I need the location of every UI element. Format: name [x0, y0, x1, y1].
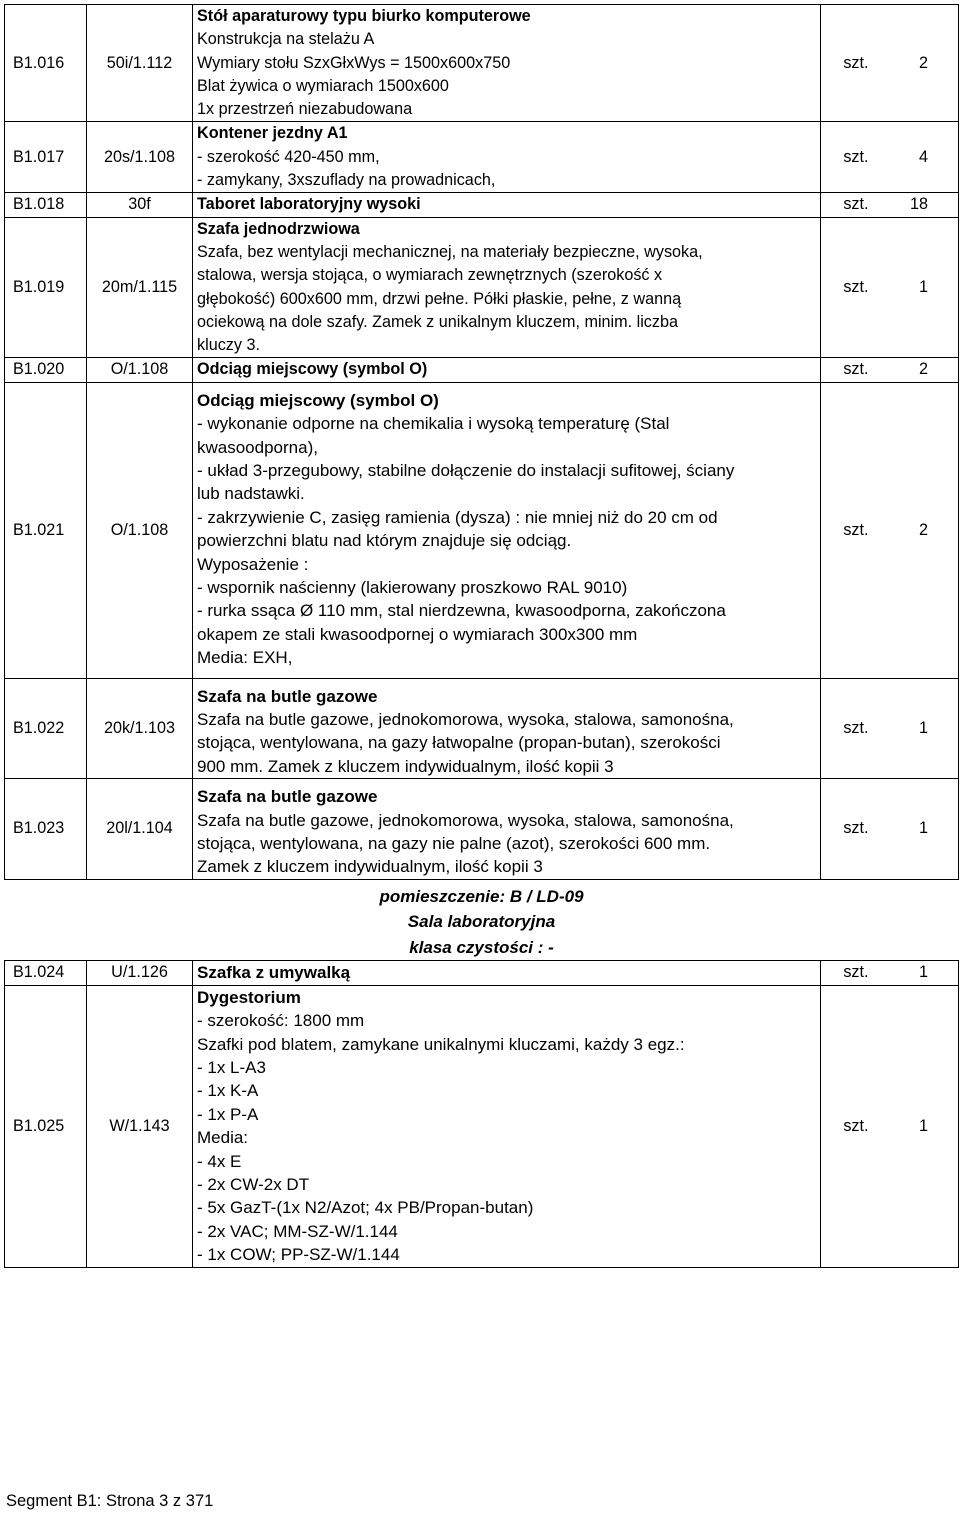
item-quantity: 2 — [869, 5, 959, 122]
table-row — [5, 358, 959, 382]
item-line: Szafa na butle gazowe, jednokomorowa, wysoka, stalowa, samonośna, — [197, 810, 734, 830]
item-line: stojąca, wentylowana, na gazy łatwopalne (propan-butan), szerokości — [197, 733, 721, 753]
item-line: - rurka ssąca Ø 110 mm, stal nierdzewna, kwasoodporna, zakończona — [197, 601, 726, 621]
item-line: stalowa, wersja stojąca, o wymiarach zewnętrznych (szerokość x — [197, 266, 663, 285]
page-footer: Segment B1: Strona 3 z 371 — [6, 1492, 214, 1510]
item-line: kwasoodporna), — [197, 437, 318, 457]
section-cleanliness: klasa czystości : - — [409, 937, 554, 957]
item-symbol: O/1.108 — [87, 382, 193, 678]
item-line: okapem ze stali kwasoodpornej o wymiarach 300x300 mm — [197, 624, 638, 644]
item-unit: szt. — [821, 122, 869, 193]
item-description — [193, 358, 821, 382]
item-description — [193, 382, 821, 678]
item-title: Szafka z umywalką — [197, 963, 351, 983]
item-unit: szt. — [821, 678, 869, 779]
item-quantity: 1 — [869, 779, 959, 880]
item-title: Odciąg miejscowy (symbol O) — [197, 390, 439, 410]
section-room: pomieszczenie: B / LD-09 — [379, 886, 584, 906]
item-quantity: 1 — [869, 678, 959, 779]
item-code: B1.017 — [5, 122, 87, 193]
item-code: B1.018 — [5, 193, 87, 217]
item-symbol: 30f — [87, 193, 193, 217]
table-row — [5, 985, 959, 1267]
item-line: 1x przestrzeń niezabudowana — [197, 100, 413, 119]
item-line: - wspornik naścienny (lakierowany proszkowo RAL 9010) — [197, 578, 628, 597]
item-line: - zamykany, 3xszuflady na prowadnicach, — [197, 171, 496, 190]
item-title: Szafa jednodrzwiowa — [197, 219, 360, 238]
item-code: B1.022 — [5, 678, 87, 779]
item-symbol: O/1.108 — [87, 358, 193, 382]
item-line: Szafki pod blatem, zamykane unikalnymi kluczami, każdy 3 egz.: — [197, 1034, 685, 1054]
item-line: Szafa na butle gazowe, jednokomorowa, wysoka, stalowa, samonośna, — [197, 710, 734, 730]
item-symbol: 20m/1.115 — [87, 217, 193, 358]
table-row — [5, 5, 959, 122]
item-unit: szt. — [821, 779, 869, 880]
section-name: Sala laboratoryjna — [407, 912, 556, 932]
item-description — [193, 779, 821, 880]
item-line: stojąca, wentylowana, na gazy nie palne (azot), szerokości 600 mm. — [197, 834, 711, 854]
item-quantity: 4 — [869, 122, 959, 193]
item-title: Taboret laboratoryjny wysoki — [197, 195, 421, 214]
item-unit: szt. — [821, 382, 869, 678]
section-title — [5, 879, 959, 961]
item-line: - układ 3-przegubowy, stabilne dołączenie do instalacji sufitowej, ściany — [197, 460, 735, 480]
item-line: - 1x P-A — [197, 1104, 259, 1124]
item-code: B1.023 — [5, 779, 87, 880]
item-unit: szt. — [821, 358, 869, 382]
table-row — [5, 678, 959, 779]
item-title: Odciąg miejscowy (symbol O) — [197, 360, 428, 379]
item-line: Konstrukcja na stelażu A — [197, 30, 375, 49]
table-row — [5, 779, 959, 880]
item-description — [193, 217, 821, 358]
item-line: - 1x COW; PP-SZ-W/1.144 — [197, 1245, 400, 1265]
item-quantity: 18 — [869, 193, 959, 217]
item-description — [193, 985, 821, 1267]
item-line: 900 mm. Zamek z kluczem indywidualnym, ilość kopii 3 — [197, 756, 614, 776]
item-line: lub nadstawki. — [197, 484, 305, 504]
item-quantity: 1 — [869, 961, 959, 985]
item-line: ociekową na dole szafy. Zamek z unikalnym kluczem, minim. liczba — [197, 312, 679, 331]
item-line: Szafa, bez wentylacji mechanicznej, na materiały bezpieczne, wysoka, — [197, 242, 703, 261]
item-line: kluczy 3. — [197, 336, 260, 355]
item-title: Dygestorium — [197, 987, 301, 1007]
equipment-table — [4, 4, 959, 1268]
table-row — [5, 193, 959, 217]
item-line: Zamek z kluczem indywidualnym, ilość kopii 3 — [197, 857, 543, 877]
item-code: B1.025 — [5, 985, 87, 1267]
item-line: Blat żywica o wymiarach 1500x600 — [197, 76, 449, 95]
item-line: Wymiary stołu SzxGłxWys = 1500x600x750 — [197, 53, 511, 72]
item-code: B1.019 — [5, 217, 87, 358]
item-title: Kontener jezdny A1 — [197, 124, 348, 143]
table-row — [5, 961, 959, 985]
table-row — [5, 122, 959, 193]
item-line: - 2x CW-2x DT — [197, 1175, 310, 1195]
item-line: - 1x L-A3 — [197, 1058, 266, 1077]
item-description — [193, 122, 821, 193]
item-line: - zakrzywienie C, zasięg ramienia (dysza) : nie mniej niż do 20 cm od — [197, 507, 718, 527]
item-line: - szerokość 420-450 mm, — [197, 147, 380, 166]
table-row — [5, 217, 959, 358]
item-unit: szt. — [821, 985, 869, 1267]
item-code: B1.020 — [5, 358, 87, 382]
item-symbol: 20s/1.108 — [87, 122, 193, 193]
item-symbol: 20l/1.104 — [87, 779, 193, 880]
item-line: - 2x VAC; MM-SZ-W/1.144 — [197, 1221, 398, 1241]
item-title: Szafa na butle gazowe — [197, 686, 378, 706]
item-line: - 5x GazT-(1x N2/Azot; 4x PB/Propan-butan) — [197, 1198, 534, 1218]
item-unit: szt. — [821, 961, 869, 985]
item-line: głębokość) 600x600 mm, drzwi pełne. Półki płaskie, pełne, z wanną — [197, 289, 682, 308]
item-quantity: 2 — [869, 382, 959, 678]
item-code: B1.016 — [5, 5, 87, 122]
item-line: Media: EXH, — [197, 648, 293, 668]
table-row — [5, 382, 959, 678]
item-line: Wyposażenie : — [197, 554, 309, 574]
item-code: B1.024 — [5, 961, 87, 985]
item-unit: szt. — [821, 193, 869, 217]
item-line: - szerokość: 1800 mm — [197, 1011, 365, 1031]
item-title: Stół aparaturowy typu biurko komputerowe — [197, 7, 531, 25]
item-description — [193, 193, 821, 217]
item-line: - wykonanie odporne na chemikalia i wysoką temperaturę (Stal — [197, 414, 670, 434]
section-header — [5, 879, 959, 961]
item-unit: szt. — [821, 5, 869, 122]
item-symbol: W/1.143 — [87, 985, 193, 1267]
item-symbol: 50i/1.112 — [87, 5, 193, 122]
item-title: Szafa na butle gazowe — [197, 787, 378, 807]
item-description — [193, 961, 821, 985]
item-quantity: 1 — [869, 985, 959, 1267]
item-quantity: 2 — [869, 358, 959, 382]
item-line: Media: — [197, 1128, 249, 1148]
item-description — [193, 678, 821, 779]
item-line: powierzchni blatu nad którym znajduje się odciąg. — [197, 531, 572, 551]
item-symbol: U/1.126 — [87, 961, 193, 985]
item-quantity: 1 — [869, 217, 959, 358]
item-line: - 4x E — [197, 1151, 242, 1171]
item-line: - 1x K-A — [197, 1081, 259, 1101]
item-unit: szt. — [821, 217, 869, 358]
item-description — [193, 5, 821, 122]
item-symbol: 20k/1.103 — [87, 678, 193, 779]
item-code: B1.021 — [5, 382, 87, 678]
